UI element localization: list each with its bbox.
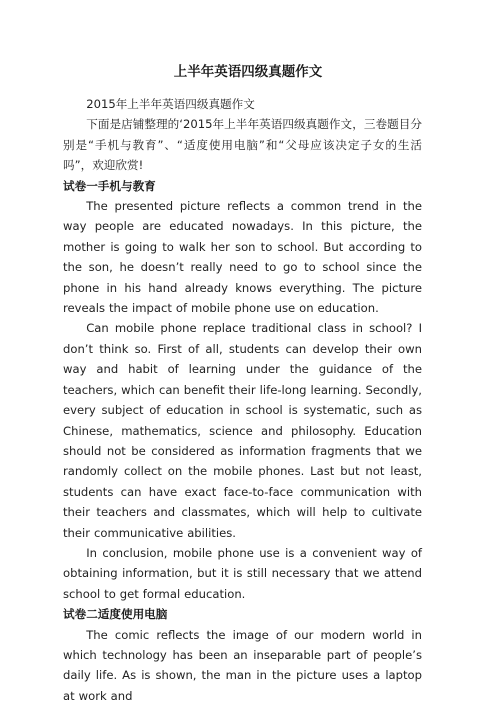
section-heading-2: 试卷二适度使用电脑 [63, 607, 168, 622]
document-body [63, 94, 422, 706]
section-heading-1: 试卷一手机与教育 [63, 178, 156, 193]
body-paragraph: The presented picture reflects a common trend in the way people are educated nowadays. In this picture, the mother is going to walk her son to school. But according to the son, he doesn’t really need to go to school since the phone in his hand already knows everything. The picture reveals the impact of mobile phone use on education. [63, 199, 422, 316]
document-subtitle: 2015年上半年英语四级真题作文 [86, 97, 255, 111]
body-paragraph: The comic reflects the image of our modern world in which technology has been an inseparable part of people’s daily life. As is shown, the man in the picture uses a laptop at work and [63, 627, 422, 703]
document-title: 上半年英语四级真题作文 [173, 64, 323, 80]
intro-paragraph: 下面是店铺整理的‘2015年上半年英语四级真题作文，三卷题目分别是“手机与教育”、“适度使用电脑”和“父母应该决定子女的生活吗”，欢迎欣赏! [63, 117, 422, 173]
body-paragraph: Can mobile phone replace traditional class in school? I don’t think so. First of all, students can develop their own way and habit of learning under the guidance of the teachers, which can benefit their life-long learning. Secondly, every subject of education in school is systematic, such as Chinese, mathematics, science and philosophy. Education should not be considered as information fragments that we randomly collect on the mobile phones. Last but not least, students can have exact face-to-face communication with their teachers and classmates, which will help to cultivate their communicative abilities. [63, 321, 422, 540]
body-paragraph: In conclusion, mobile phone use is a convenient way of obtaining information, but it is still necessary that we attend school to get formal education. [63, 545, 422, 601]
